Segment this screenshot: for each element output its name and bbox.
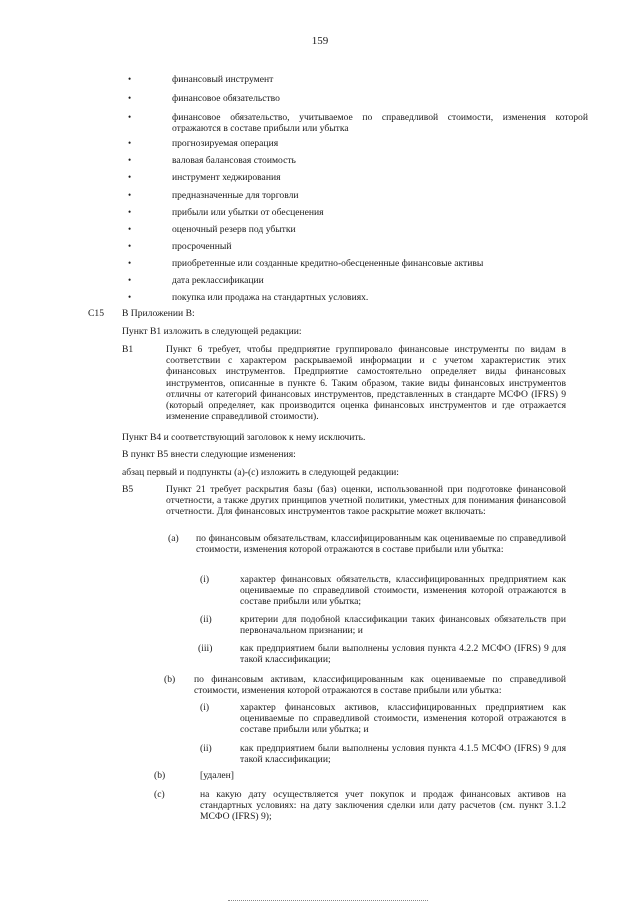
item-a-i-label: (i) [200, 574, 210, 585]
bullet-icon: • [128, 190, 132, 200]
item-a-label: (a) [168, 533, 179, 544]
list-item: • прибыли или убытки от обесценения [128, 207, 324, 218]
item-a-i-text: характер финансовых обязательств, классифицированных предприятием как оцениваемые по справедливой стоимости, изменения которой отражаются в составе прибыли или убытка; [240, 574, 566, 608]
list-item: • инструмент хеджирования [128, 172, 281, 183]
item-a-iii-text: как предприятием были выполнены условия пункта 4.2.2 МСФО (IFRS) 9 для такой классификации; [240, 643, 566, 666]
list-item: • оценочный резерв под убытки [128, 224, 296, 235]
bullet-icon: • [128, 74, 132, 84]
item-b2-text: [удален] [200, 770, 234, 781]
item-b-ii-text: как предприятием были выполнены условия пункта 4.1.5 МСФО (IFRS) 9 для такой классификации; [240, 743, 566, 766]
item-b-i-text: характер финансовых активов, классифицированных предприятием как оцениваемые по справедливой стоимости, изменения которой отражаются в составе прибыли или убытка; и [240, 702, 566, 736]
item-b-i-label: (i) [200, 702, 210, 713]
list-item: • финансовое обязательство [128, 93, 280, 104]
bullet-icon: • [128, 275, 132, 285]
footer-divider [228, 900, 428, 901]
b5-line: В пункт B5 внести следующие изменения: [122, 449, 296, 460]
page-number: 159 [311, 35, 329, 47]
bullet-icon: • [128, 258, 132, 268]
list-item: • финансовый инструмент [128, 74, 274, 85]
bullet-icon: • [128, 207, 132, 217]
bullet-icon: • [128, 112, 132, 122]
list-item: • финансовое обязательство, учитываемое по справедливой стоимости, изменения которой отражаются в составе прибыли или убытка [128, 112, 588, 135]
list-item: • дата реклассификации [128, 275, 264, 286]
bullet-icon: • [128, 138, 132, 148]
item-a-ii-label: (ii) [200, 614, 212, 625]
item-b-label: (b) [164, 674, 176, 685]
bullet-icon: • [128, 172, 132, 182]
list-item: • валовая балансовая стоимость [128, 155, 296, 166]
b1-label: B1 [122, 344, 134, 355]
b4-line: Пункт B4 и соответствующий заголовок к нему исключить. [122, 432, 366, 443]
item-c-text: на какую дату осуществляется учет покупок и продаж финансовых активов на стандартных условиях: на дату заключения сделки или дату расчетов (см. пункт 3.1.2 МСФО (IFRS) 9); [200, 789, 566, 823]
item-c-label: (c) [154, 789, 165, 800]
item-a-text: по финансовым обязательствам, классифицированным как оцениваемые по справедливой стоимости, изменения которой отражаются в составе прибыли или убытка: [196, 533, 566, 556]
bullet-icon: • [128, 155, 132, 165]
c15-text: В Приложении В: [122, 308, 195, 319]
list-item: • покупка или продажа на стандартных условиях. [128, 292, 369, 303]
list-item: • прогнозируемая операция [128, 138, 279, 149]
list-item: • предназначенные для торговли [128, 190, 299, 201]
bullet-icon: • [128, 241, 132, 251]
bullet-icon: • [128, 292, 132, 302]
abzac-line: абзац первый и подпункты (а)-(с) изложить в следующей редакции: [122, 467, 399, 478]
b1-intro: Пункт B1 изложить в следующей редакции: [122, 326, 302, 337]
b5-label: B5 [122, 484, 134, 495]
list-item: • просроченный [128, 241, 232, 252]
bullet-icon: • [128, 93, 132, 103]
item-b-ii-label: (ii) [200, 743, 212, 754]
b5-text: Пункт 21 требует раскрытия базы (баз) оценки, использованной при подготовке финансовой отчетности, а также других принципов учетной политики, уместных для понимания финансовой отчетности. Для финансовых инструментов такое раскрытие может включать: [166, 484, 566, 518]
item-a-iii-label: (iii) [198, 643, 213, 654]
c15-label: C15 [88, 308, 104, 319]
item-b-text: по финансовым активам, классифицированным как оцениваемые по справедливой стоимости, изменения которой отражаются в составе прибыли или убытка: [194, 674, 566, 697]
bullet-icon: • [128, 224, 132, 234]
item-a-ii-text: критерии для подобной классификации таких финансовых обязательств при первоначальном признании; и [240, 614, 566, 637]
b1-text: Пункт 6 требует, чтобы предприятие группировало финансовые инструменты по видам в соответствии с характером раскрываемой информации и с учетом характеристик этих финансовых инструментов. Предприятие самостоятельно определяет виды финансовых инструментов, описанные в пункте 6. Таким образом, такие виды финансовых инструментов отличны от категорий финансовых инструментов, представленных в стандарте МСФО (IFRS) 9 (который определяет, как производится оценка финансовых инструментов и где отражается изменение справедливой стоимости). [166, 344, 566, 423]
list-item: • приобретенные или созданные кредитно-обесцененные финансовые активы [128, 258, 484, 269]
item-b2-label: (b) [154, 770, 166, 781]
